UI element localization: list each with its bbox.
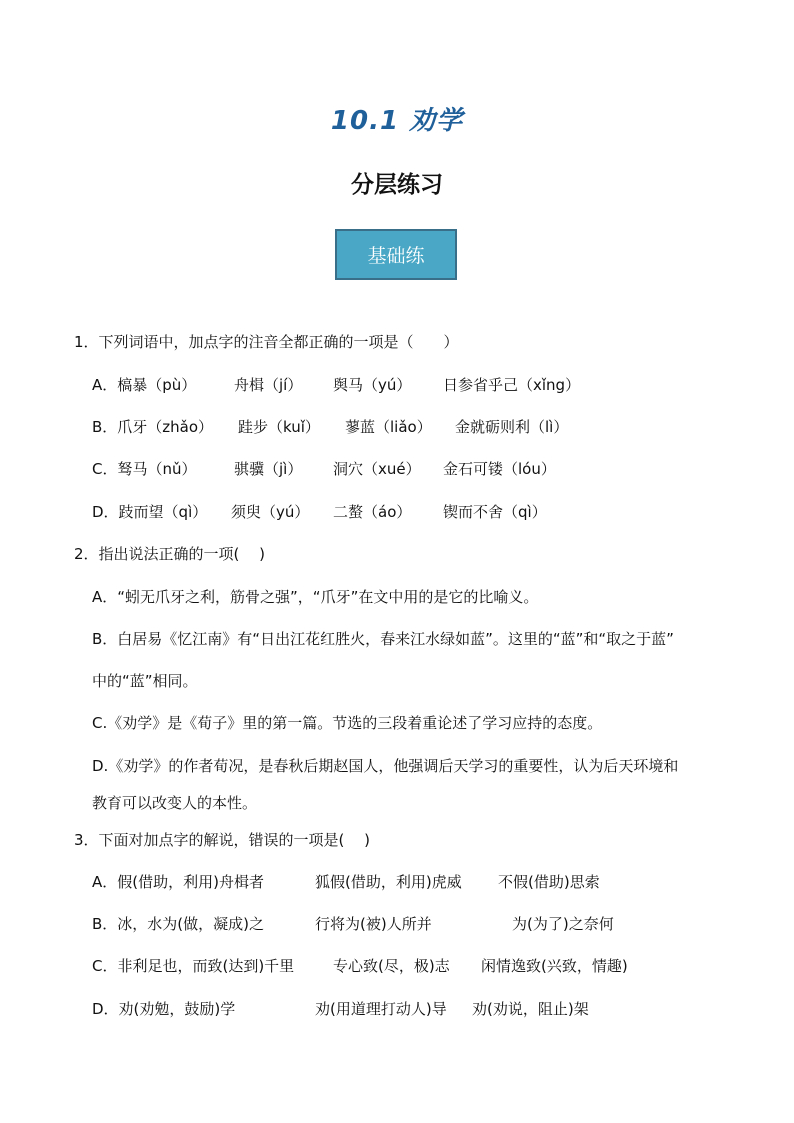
- question-3-option-c: [0, 956, 794, 976]
- document-subtitle: 分层练习: [351, 172, 443, 198]
- option-part: 蓼蓝（liǎo）: [345, 418, 432, 436]
- option-part: 金石可镂（lóu）: [443, 460, 556, 478]
- option-part: 劝(用道理打动人)导: [315, 1000, 447, 1018]
- option-part: 专心致(尽，极)志: [333, 957, 450, 975]
- option-part: 金就砺则利（lì）: [455, 418, 569, 436]
- option-part: 舟楫（jí）: [234, 376, 303, 394]
- option-part: 狐假(借助，利用)虎威: [315, 873, 462, 891]
- option-part: D．劝(劝勉，鼓励)学: [92, 1000, 236, 1018]
- option-part: 为(为了)之奈何: [512, 915, 614, 933]
- option-part: A．假(借助，利用)舟楫者: [92, 873, 264, 891]
- question-1-option-d: [0, 502, 794, 522]
- question-2-option-d: D.《劝学》的作者荀况，是春秋后期赵国人，他强调后天学习的重要性，认为后天环境和: [92, 757, 679, 775]
- option-part: C．驽马（nǔ）: [92, 460, 197, 478]
- option-part: 二螯（áo）: [333, 503, 412, 521]
- question-2-option-b-continued: 中的“蓝”相同。: [92, 672, 198, 690]
- option-part: C．非利足也，而致(达到)千里: [92, 957, 295, 975]
- question-1-option-a: [0, 375, 794, 395]
- option-part: 日参省乎己（xǐng）: [443, 376, 581, 394]
- option-part: 舆马（yú）: [333, 376, 412, 394]
- option-part: 行将为(被)人所并: [315, 915, 432, 933]
- option-part: 洞穴（xué）: [333, 460, 421, 478]
- question-3-option-a: [0, 872, 794, 892]
- question-1-option-b: [0, 417, 794, 437]
- question-3-stem: 3．下面对加点字的解说，错误的一项是( ): [74, 831, 371, 849]
- question-1-option-c: [0, 459, 794, 479]
- option-part: D．跂而望（qì）: [92, 503, 208, 521]
- question-2-option-c: C.《劝学》是《荀子》里的第一篇。节选的三段着重论述了学习应持的态度。: [92, 714, 603, 732]
- question-2-option-b: B．白居易《忆江南》有“日出江花红胜火，春来江水绿如蓝”。这里的“蓝”和“取之于蓝”: [92, 630, 674, 648]
- option-part: 跬步（kuǐ）: [238, 418, 320, 436]
- option-part: 闲情逸致(兴致，情趣): [481, 957, 628, 975]
- section-badge: 基础练: [335, 229, 457, 280]
- option-part: 须臾（yú）: [231, 503, 310, 521]
- option-part: 劝(劝说，阻止)架: [472, 1000, 589, 1018]
- option-part: B．冰，水为(做，凝成)之: [92, 915, 264, 933]
- document-title: 10.1 劝学: [330, 106, 464, 136]
- question-2-option-d-continued: 教育可以改变人的本性。: [92, 794, 258, 812]
- option-part: A．槁暴（pù）: [92, 376, 197, 394]
- option-part: 骐骥（jì）: [234, 460, 303, 478]
- option-part: B．爪牙（zhǎo）: [92, 418, 214, 436]
- question-3-option-b: [0, 914, 794, 934]
- option-part: 不假(借助)思索: [498, 873, 600, 891]
- question-1-stem: 1．下列词语中，加点字的注音全都正确的一项是（ ）: [74, 333, 459, 351]
- question-3-option-d: [0, 999, 794, 1019]
- question-2-stem: 2．指出说法正确的一项( ): [74, 545, 266, 563]
- option-part: 锲而不舍（qì）: [443, 503, 547, 521]
- question-2-option-a: A．“蚓无爪牙之利，筋骨之强”，“爪牙”在文中用的是它的比喻义。: [92, 588, 539, 606]
